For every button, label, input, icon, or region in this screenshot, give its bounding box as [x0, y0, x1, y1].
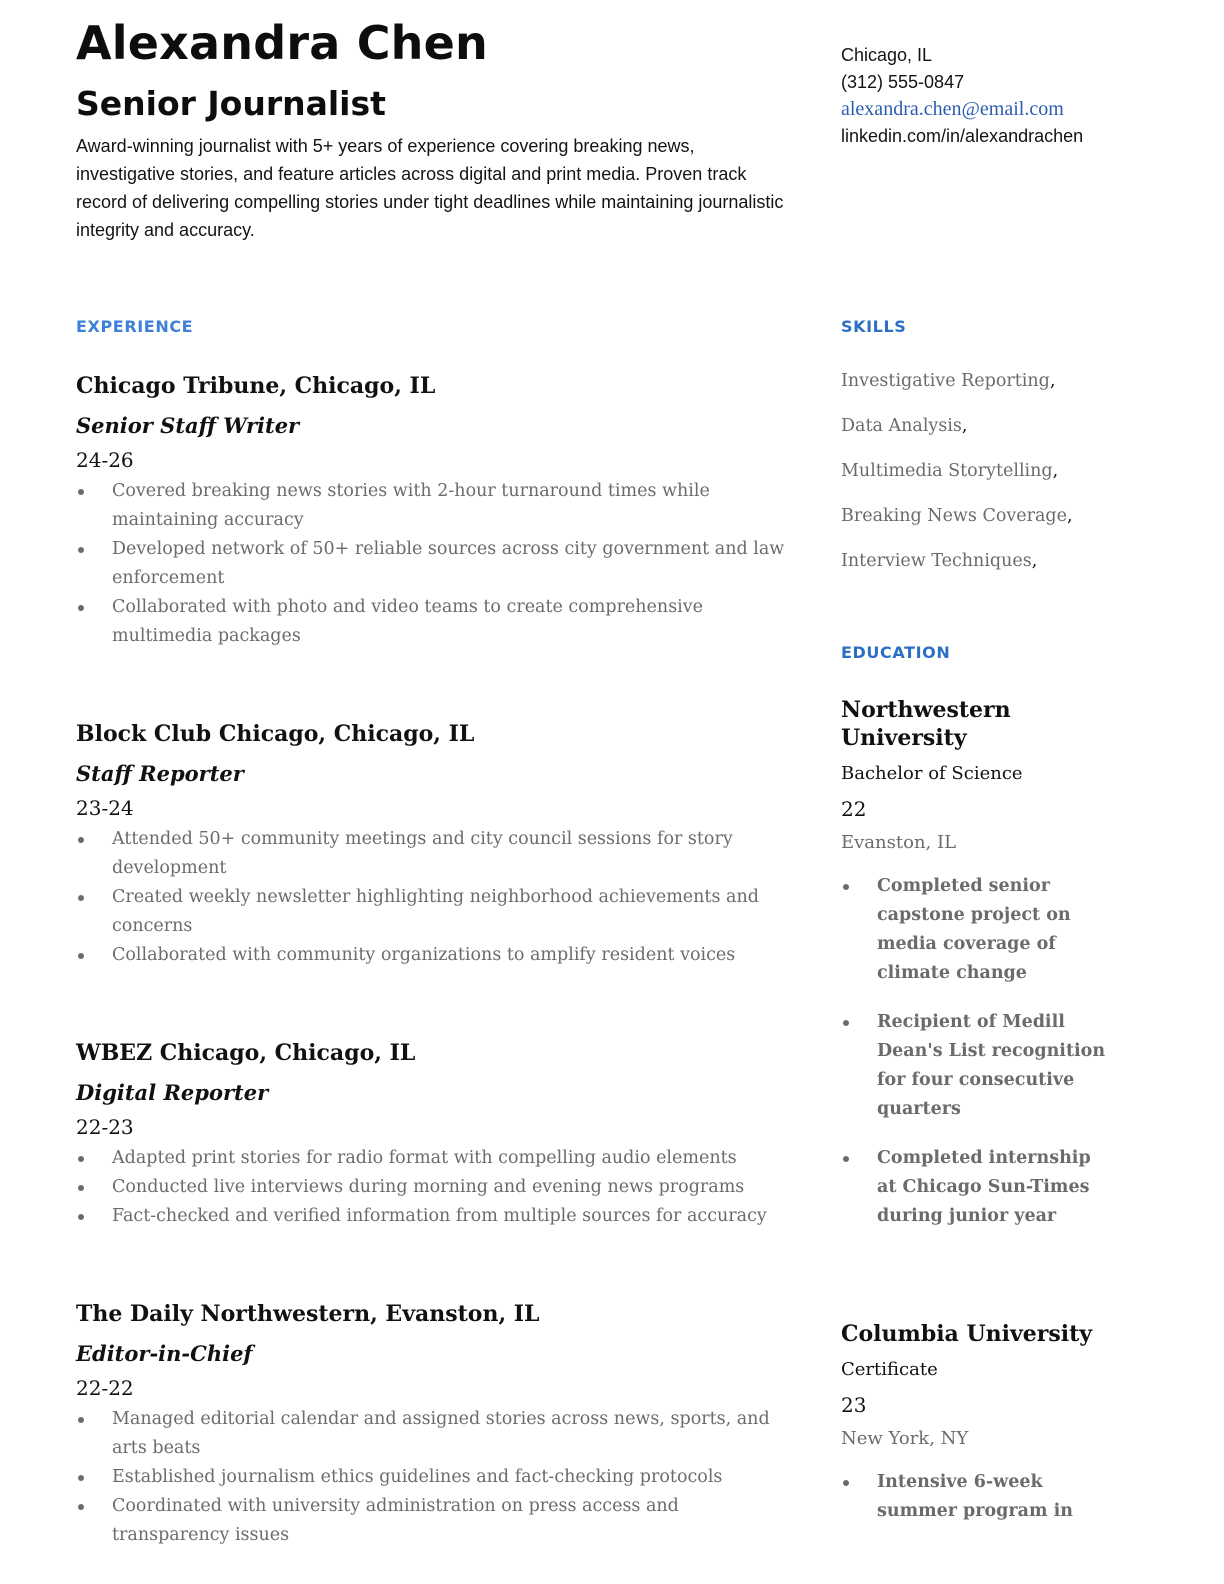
job-title: Staff Reporter	[76, 761, 244, 786]
education-entry	[841, 1320, 1111, 1546]
job-bullet: Fact-checked and verified information from multiple sources for accuracy	[76, 1202, 796, 1231]
job-company: Chicago Tribune, Chicago, IL	[76, 373, 436, 399]
job-bullet: Covered breaking news stories with 2-hour turnaround times while maintaining accuracy	[76, 477, 796, 535]
job-dates: 23-24	[76, 796, 134, 820]
job-dates: 22-22	[76, 1376, 134, 1400]
professional-summary: Award-winning journalist with 5+ years of experience covering breaking news, investigative stories, and feature articles across digital and print media. Proven track record of delivering compelling stories under tight deadlines while maintaining journalistic integrity and accuracy.	[76, 136, 784, 240]
education-entry	[841, 696, 1111, 1251]
contact-phone: (312) 555-0847	[841, 72, 965, 92]
job-dates: 24-26	[76, 448, 134, 472]
job-bullet: Collaborated with photo and video teams to create comprehensive multimedia packages	[76, 593, 796, 651]
job-title: Editor-in-Chief	[76, 1341, 253, 1366]
experience-entry	[76, 719, 796, 970]
skill-item	[841, 366, 1161, 411]
edu-bullet: Recipient of Medill Dean's List recognition for four consecutive quarters	[841, 1008, 1111, 1124]
job-dates: 22-23	[76, 1115, 134, 1139]
edu-bullets	[841, 1468, 1111, 1526]
edu-location: New York, NY	[841, 1428, 969, 1449]
edu-degree: Certificate	[841, 1359, 938, 1380]
job-bullet: Collaborated with community organizations to amplify resident voices	[76, 941, 796, 970]
skill-item	[841, 546, 1161, 591]
skill-separator: ,	[1049, 371, 1056, 391]
experience-entry	[76, 1038, 796, 1231]
experience-heading: EXPERIENCE	[76, 317, 194, 336]
edu-school: Columbia University	[841, 1321, 1093, 1347]
experience-entry	[76, 1299, 796, 1550]
skills-heading: SKILLS	[841, 317, 907, 336]
skill-separator: ,	[961, 416, 968, 436]
job-bullets	[76, 1144, 796, 1231]
job-company: WBEZ Chicago, Chicago, IL	[76, 1040, 416, 1066]
edu-school: Northwestern University	[841, 697, 1011, 751]
edu-bullet: Completed internship at Chicago Sun-Times during junior year	[841, 1144, 1111, 1231]
edu-bullets	[841, 872, 1111, 1231]
skill-separator: ,	[1066, 506, 1073, 526]
candidate-name: Alexandra Chen	[76, 16, 488, 70]
job-title: Digital Reporter	[76, 1080, 269, 1105]
edu-location: Evanston, IL	[841, 832, 957, 853]
job-bullet: Managed editorial calendar and assigned stories across news, sports, and arts beats	[76, 1405, 796, 1463]
skill-separator: ,	[1031, 551, 1038, 571]
contact-info	[841, 42, 1181, 150]
experience-entry	[76, 371, 796, 651]
job-title: Senior Staff Writer	[76, 413, 300, 438]
job-bullets	[76, 825, 796, 970]
job-bullet: Attended 50+ community meetings and city council sessions for story development	[76, 825, 796, 883]
job-bullets	[76, 1405, 796, 1550]
education-heading: EDUCATION	[841, 643, 951, 662]
skill-item	[841, 411, 1161, 456]
contact-email-link[interactable]: alexandra.chen@email.com	[841, 98, 1064, 120]
job-bullets	[76, 477, 796, 651]
skill-label: Interview Techniques	[841, 551, 1032, 571]
contact-location: Chicago, IL	[841, 45, 933, 65]
skill-label: Multimedia Storytelling	[841, 461, 1053, 481]
skill-item	[841, 456, 1161, 501]
job-bullet: Conducted live interviews during morning and evening news programs	[76, 1173, 796, 1202]
skill-label: Breaking News Coverage	[841, 506, 1067, 526]
edu-year: 23	[841, 1393, 867, 1417]
skills-list	[841, 366, 1161, 591]
job-bullet: Developed network of 50+ reliable sources across city government and law enforcement	[76, 535, 796, 593]
contact-linkedin: linkedin.com/in/alexandrachen	[841, 126, 1084, 146]
skill-item	[841, 501, 1161, 546]
job-company: The Daily Northwestern, Evanston, IL	[76, 1301, 540, 1327]
job-bullet: Coordinated with university administration on press access and transparency issues	[76, 1492, 796, 1550]
job-bullet: Adapted print stories for radio format with compelling audio elements	[76, 1144, 796, 1173]
edu-year: 22	[841, 797, 867, 821]
job-bullet: Established journalism ethics guidelines and fact-checking protocols	[76, 1463, 796, 1492]
edu-bullet: Completed senior capstone project on media coverage of climate change	[841, 872, 1111, 988]
skill-label: Data Analysis	[841, 416, 962, 436]
skill-label: Investigative Reporting	[841, 371, 1050, 391]
candidate-title: Senior Journalist	[76, 84, 386, 123]
job-bullet: Created weekly newsletter highlighting neighborhood achievements and concerns	[76, 883, 796, 941]
job-company: Block Club Chicago, Chicago, IL	[76, 721, 475, 747]
skill-separator: ,	[1052, 461, 1059, 481]
edu-bullet: Intensive 6-week summer program in	[841, 1468, 1111, 1526]
edu-degree: Bachelor of Science	[841, 763, 1023, 784]
